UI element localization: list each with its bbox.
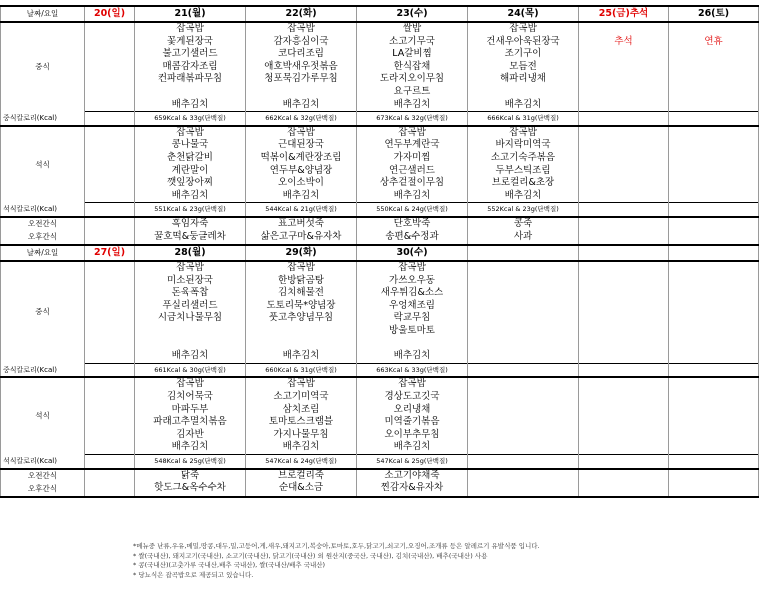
- menu-item: 푸실리샐러드: [162, 299, 218, 311]
- menu-item: 잡곡밥: [509, 23, 537, 34]
- menu-item: 마파두부: [171, 403, 209, 415]
- day-header: [669, 245, 759, 261]
- menu-item: 배추김치: [171, 98, 209, 110]
- menu-item: 도토리묵*양념장: [266, 299, 336, 311]
- menu-item: 잡곡밥: [176, 126, 204, 138]
- calorie-cell: 660Kcal & 31g(단백질): [246, 363, 357, 377]
- menu-item: 배추김치: [282, 98, 320, 110]
- menu-item: 잡곡밥: [509, 126, 537, 138]
- menu-item: 연두부계란국: [384, 139, 440, 151]
- day-header: 29(화): [246, 245, 357, 261]
- menu-item: 브로컬리&초장: [491, 177, 555, 189]
- day-header: [579, 245, 669, 261]
- snack-cell: [468, 469, 579, 497]
- meal-cell: [135, 126, 246, 203]
- snack-item: 사과: [513, 230, 533, 242]
- menu-item: 김자반: [176, 428, 204, 440]
- menu-item: 소고기미역국: [273, 390, 329, 402]
- meal-cell: [579, 126, 669, 203]
- snack-cell: [85, 217, 135, 245]
- lunch-row-label-text: 중식: [35, 307, 50, 317]
- menu-item: [246, 86, 356, 99]
- menu-item: 방울토마토: [389, 324, 435, 336]
- menu-item: 잡곡밥: [176, 23, 204, 34]
- snack-cell: [669, 469, 759, 497]
- menu-item: 모듬전: [509, 60, 537, 72]
- lunch-calorie-row-label: [1, 363, 85, 377]
- menu-item: 잡곡밥: [176, 261, 204, 273]
- menu-item: 배추김치: [171, 189, 209, 201]
- snack-cell: [246, 217, 357, 245]
- calorie-cell: [85, 454, 135, 468]
- lunch-row: [1, 261, 759, 363]
- menu-item: 배추김치: [393, 441, 431, 453]
- day-header: 20(일): [85, 6, 135, 22]
- day-header: 21(월): [135, 6, 246, 22]
- calorie-cell: [85, 363, 135, 377]
- menu-item: 꽃게된장국: [167, 35, 213, 47]
- menu-item: 가지나물무침: [273, 428, 329, 440]
- menu-item: 김치해물전: [278, 287, 324, 299]
- snack-item: 흑임자죽: [171, 217, 209, 229]
- menu-item: 배추김치: [504, 98, 542, 110]
- menu-item: 소고기무국: [389, 35, 435, 47]
- meal-cell: [357, 126, 468, 203]
- menu-item: 잡곡밥: [287, 261, 315, 273]
- menu-item: 코다리조림: [278, 48, 324, 60]
- meal-cell: [85, 22, 135, 112]
- snack-cell: [468, 217, 579, 245]
- day-header-row: [1, 245, 759, 261]
- meal-cell: [135, 377, 246, 454]
- menu-item: 배추김치: [393, 98, 431, 110]
- menu-item: [135, 86, 245, 99]
- calorie-cell: 544Kcal & 21g(단백질): [246, 203, 357, 217]
- menu-item: 해파리냉채: [500, 73, 546, 85]
- menu-item: 배추김치: [393, 350, 431, 362]
- footnotes: [133, 542, 540, 580]
- menu-item: 잡곡밥: [398, 126, 426, 138]
- meal-cell: [85, 261, 135, 363]
- menu-item: 우엉채조림: [389, 299, 435, 311]
- menu-item: 오이부추무침: [384, 428, 440, 440]
- lunch-calorie-row: [1, 112, 759, 126]
- dinner-row-label: [1, 126, 85, 203]
- meal-cell: [246, 126, 357, 203]
- calorie-cell: 666Kcal & 31g(단백질): [468, 112, 579, 126]
- lunch-calorie-row-label: [1, 112, 85, 126]
- menu-item: 김치어묵국: [167, 390, 213, 402]
- footnote-line: * 콩(국내산)(고춧가루 국내산,배추 국내산), 쌀(국내산/배추 국내산): [133, 561, 326, 570]
- meal-cell: [468, 126, 579, 203]
- meal-cell: [135, 22, 246, 112]
- calorie-cell: 551Kcal & 23g(단백질): [135, 203, 246, 217]
- snack-item: 삶은고구마&유자차: [260, 230, 342, 242]
- calorie-cell: 547Kcal & 24g(단백질): [246, 454, 357, 468]
- snack-item: 핫도그&옥수수차: [154, 482, 226, 494]
- snack-cell: [135, 217, 246, 245]
- snack-item: 브로컬리죽: [278, 469, 324, 481]
- menu-item: 감자흥심이국: [273, 35, 329, 47]
- menu-item: 배추김치: [504, 189, 542, 201]
- lunch-calorie-row-label-text: 중식칼로리(Kcal): [3, 113, 57, 122]
- menu-item: 소고기숙주볶음: [490, 151, 556, 163]
- dinner-calorie-row-label-text: 석식칼로리(Kcal): [3, 456, 57, 465]
- menu-item: [468, 86, 578, 99]
- calorie-cell: [669, 454, 759, 468]
- footnote-line: * 당뇨식은 잡곡밥으로 제공되고 있습니다.: [133, 570, 254, 579]
- lunch-calorie-row: [1, 363, 759, 377]
- menu-item: 배추김치: [171, 350, 209, 362]
- menu-item: 추석: [614, 35, 633, 47]
- menu-item: 풋고추양념무침: [268, 312, 334, 324]
- menu-item: 요구르트: [393, 85, 431, 97]
- calorie-cell: 552Kcal & 23g(단백질): [468, 203, 579, 217]
- snack-item: 송편&수정과: [385, 230, 439, 242]
- snack-cell: [135, 469, 246, 497]
- menu-item: 배추김치: [171, 441, 209, 453]
- snack-item: 닭죽: [180, 469, 200, 481]
- snack-row: [1, 217, 759, 245]
- dinner-calorie-row-label-text: 석식칼로리(Kcal): [3, 205, 57, 214]
- snack-cell: [579, 469, 669, 497]
- menu-item: 잡곡밥: [287, 126, 315, 138]
- dinner-row-label-text: 석식: [35, 411, 50, 421]
- calorie-cell: 659Kcal & 33g(단백질): [135, 112, 246, 126]
- day-header: 22(화): [246, 6, 357, 22]
- meal-cell: [246, 22, 357, 112]
- snack-row-label-text: 오전간식: [28, 219, 57, 229]
- menu-item: 잡곡밥: [287, 23, 315, 34]
- day-header: 26(토): [669, 6, 759, 22]
- meal-cell: [357, 261, 468, 363]
- day-header: 24(목): [468, 6, 579, 22]
- meal-cell: [579, 377, 669, 454]
- calorie-cell: [579, 363, 669, 377]
- menu-item: 도라지오이무침: [379, 73, 445, 85]
- menu-item: 가쓰오우동: [389, 274, 435, 286]
- snack-item: 소고기야채죽: [384, 469, 440, 481]
- dinner-row: [1, 126, 759, 203]
- calorie-cell: [579, 454, 669, 468]
- menu-item: 배추김치: [282, 441, 320, 453]
- menu-item: 잡곡밥: [287, 378, 315, 390]
- menu-item: 돈육폭찹: [171, 287, 209, 299]
- lunch-calorie-row-label-text: 중식칼로리(Kcal): [3, 365, 57, 374]
- calorie-cell: [579, 203, 669, 217]
- meal-cell: [135, 261, 246, 363]
- menu-item: 잡곡밥: [398, 261, 426, 273]
- calorie-cell: 547Kcal & 25g(단백질): [357, 454, 468, 468]
- menu-item: 연두부&양념장: [269, 164, 333, 176]
- menu-item: 콩나물국: [171, 139, 209, 151]
- menu-item: 떡볶이&계란장조림: [260, 151, 342, 163]
- snack-row-label: [1, 469, 85, 497]
- calorie-cell: 550Kcal & 24g(단백질): [357, 203, 468, 217]
- meal-cell: [468, 261, 579, 363]
- meal-cell: [579, 261, 669, 363]
- snack-row-label-text: 오후간식: [28, 483, 57, 493]
- dinner-calorie-row: [1, 203, 759, 217]
- snack-item: 찐감자&유자차: [380, 482, 444, 494]
- menu-item: 두부스틱조림: [495, 164, 551, 176]
- snack-item: 단호박죽: [393, 217, 431, 229]
- dinner-row: [1, 377, 759, 454]
- menu-item: 근대된장국: [278, 139, 324, 151]
- menu-item: 건새우아욱된장국: [486, 35, 560, 47]
- weekly-menu-table: [0, 5, 759, 498]
- snack-cell: [357, 217, 468, 245]
- menu-item: 배추김치: [282, 189, 320, 201]
- menu-item: 경상도고깃국: [384, 390, 440, 402]
- menu-item: 토마토스크램블: [268, 416, 334, 428]
- menu-item: 배추김치: [393, 189, 431, 201]
- date-column-header-text: 날짜/요일: [26, 247, 59, 257]
- calorie-cell: 661Kcal & 30g(단백질): [135, 363, 246, 377]
- snack-cell: [246, 469, 357, 497]
- dinner-calorie-row-label: [1, 203, 85, 217]
- menu-item: 불고기샐러드: [162, 48, 218, 60]
- snack-cell: [357, 469, 468, 497]
- menu-item: [246, 325, 356, 338]
- lunch-row-label: [1, 22, 85, 112]
- meal-cell: [669, 126, 759, 203]
- meal-cell: [579, 22, 669, 112]
- menu-item: 삼치조림: [282, 403, 320, 415]
- calorie-cell: [579, 112, 669, 126]
- date-column-header: [1, 6, 85, 22]
- day-header: 23(수): [357, 6, 468, 22]
- snack-cell: [669, 217, 759, 245]
- menu-item: 애호박새우젓볶음: [264, 60, 338, 72]
- menu-item: 깻잎장아찌: [167, 177, 213, 189]
- meal-cell: [669, 261, 759, 363]
- meal-cell: [468, 22, 579, 112]
- meal-cell: [85, 126, 135, 203]
- menu-item: 미소된장국: [167, 274, 213, 286]
- meal-cell: [468, 377, 579, 454]
- calorie-cell: 662Kcal & 32g(단백질): [246, 112, 357, 126]
- snack-item: 콩죽: [513, 217, 533, 229]
- calorie-cell: [468, 454, 579, 468]
- calorie-cell: [85, 203, 135, 217]
- dinner-row-label-text: 석식: [35, 159, 50, 169]
- menu-item: [246, 338, 356, 351]
- menu-item: 한식잡채: [393, 60, 431, 72]
- date-column-header-text: 날짜/요일: [26, 8, 59, 18]
- menu-item: 연근샐러드: [389, 164, 435, 176]
- menu-item: 조기구이: [504, 48, 542, 60]
- meal-cell: [357, 22, 468, 112]
- snack-row-label-text: 오후간식: [28, 231, 57, 241]
- snack-cell: [85, 469, 135, 497]
- menu-sheet: [0, 5, 759, 498]
- menu-item: 새우튀김&소스: [380, 287, 444, 299]
- footnote-line: *메뉴중 난류,우유,메밀,땅콩,대두,밀,고등어,게,새우,돼지고기,복숭아,토마토,호두,닭고기,쇠고기,오징어,조개류 등은 알레르기 유발식품 입니다.: [133, 542, 540, 550]
- menu-item: 컨파래볶파무침: [157, 73, 223, 85]
- date-column-header: [1, 245, 85, 261]
- meal-cell: [246, 377, 357, 454]
- snack-cell: [579, 217, 669, 245]
- calorie-cell: 548Kcal & 25g(단백질): [135, 454, 246, 468]
- menu-item: LA갈비찜: [392, 48, 432, 60]
- menu-item: 한방닭곰탕: [278, 274, 324, 286]
- day-header: 25(금)추석: [579, 6, 669, 22]
- meal-cell: [669, 22, 759, 112]
- menu-item: 바지락미역국: [495, 139, 551, 151]
- dinner-row-label: [1, 377, 85, 454]
- menu-item: 청포묵김가루무침: [264, 73, 338, 85]
- lunch-row-label: [1, 261, 85, 363]
- menu-item: [357, 338, 467, 351]
- menu-item: 오이소박이: [278, 177, 324, 189]
- menu-item: 배추김치: [282, 350, 320, 362]
- menu-item: 가자미찜: [393, 151, 431, 163]
- day-header: [468, 245, 579, 261]
- menu-item: 계란말이: [171, 164, 209, 176]
- menu-item: [135, 338, 245, 351]
- meal-cell: [246, 261, 357, 363]
- meal-cell: [669, 377, 759, 454]
- menu-item: 연휴: [704, 35, 723, 47]
- menu-item: 시금치나물무침: [157, 312, 223, 324]
- day-header: 30(수): [357, 245, 468, 261]
- menu-item: 오리냉채: [393, 403, 431, 415]
- calorie-cell: 673Kcal & 32g(단백질): [357, 112, 468, 126]
- calorie-cell: [669, 363, 759, 377]
- footnote-line: * 쌀(국내산), 돼지고기(국내산), 소고기(국내산), 닭고기(국내산) 외 원산지(중국산, 국내산), 김치(국내산), 배추(국내산) 사용: [133, 551, 488, 560]
- menu-item: 쌀밥: [402, 23, 422, 34]
- snack-item: 순대&소금: [278, 482, 324, 494]
- menu-item: [579, 23, 668, 36]
- snack-item: 표고버섯죽: [278, 217, 324, 229]
- dinner-calorie-row: [1, 454, 759, 468]
- menu-item: 춘천닭갈비: [167, 151, 213, 163]
- snack-row: [1, 469, 759, 497]
- menu-item: 상추겉절이무침: [379, 177, 445, 189]
- lunch-row-label-text: 중식: [35, 62, 50, 72]
- dinner-calorie-row-label: [1, 454, 85, 468]
- menu-item: 미역줄기볶음: [384, 416, 440, 428]
- snack-row-label: [1, 217, 85, 245]
- menu-item: 잡곡밥: [176, 378, 204, 390]
- day-header: 28(월): [135, 245, 246, 261]
- menu-item: 매콤감자조림: [162, 60, 218, 72]
- menu-item: [669, 23, 758, 36]
- snack-row-label-text: 오전간식: [28, 470, 57, 480]
- menu-item: 락교무침: [393, 312, 431, 324]
- calorie-cell: [669, 203, 759, 217]
- meal-cell: [85, 377, 135, 454]
- meal-cell: [357, 377, 468, 454]
- menu-item: 잡곡밥: [398, 378, 426, 390]
- menu-item: 파래고추멸치볶음: [153, 416, 227, 428]
- menu-item: [135, 325, 245, 338]
- lunch-row: [1, 22, 759, 112]
- calorie-cell: [468, 363, 579, 377]
- calorie-cell: 663Kcal & 33g(단백질): [357, 363, 468, 377]
- day-header: 27(일): [85, 245, 135, 261]
- calorie-cell: [669, 112, 759, 126]
- day-header-row: [1, 6, 759, 22]
- calorie-cell: [85, 112, 135, 126]
- snack-item: 꿀호떡&둥글레차: [154, 230, 226, 242]
